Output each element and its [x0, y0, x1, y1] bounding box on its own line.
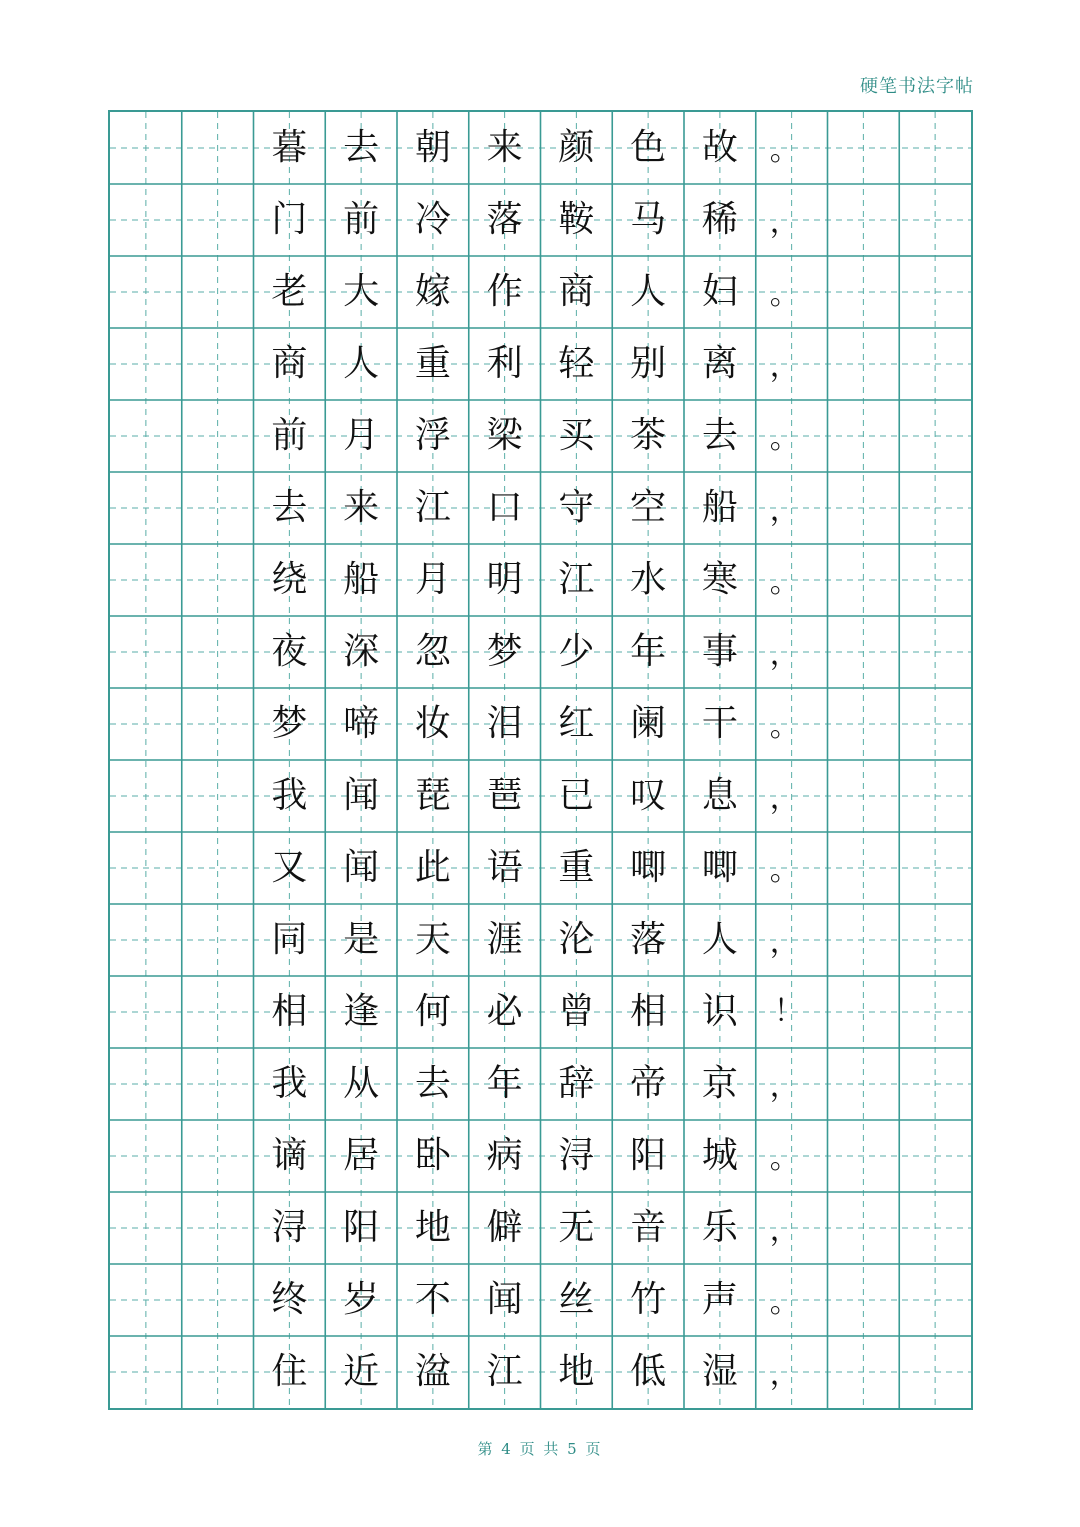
character-cell: 水	[630, 559, 667, 600]
punctuation-cell: ，	[769, 349, 800, 384]
character-cell: 口	[486, 487, 523, 528]
punctuation-cell: 。	[769, 565, 800, 600]
character-cell: 丝	[558, 1279, 595, 1320]
character-cell: 暮	[271, 127, 308, 168]
character-cell: 唧	[701, 847, 738, 888]
character-cell: 阳	[343, 1207, 380, 1248]
character-cell: 老	[271, 271, 308, 312]
character-cell: 去	[414, 1063, 451, 1104]
character-cell: 啼	[343, 703, 380, 744]
text-row	[110, 1120, 971, 1192]
punctuation-cell: ，	[769, 1357, 800, 1392]
punctuation-cell: ，	[769, 925, 800, 960]
character-cell: 低	[630, 1351, 667, 1392]
character-cell: 无	[558, 1207, 595, 1248]
character-cell: 僻	[486, 1207, 523, 1248]
character-cell: 乐	[701, 1207, 738, 1248]
character-cell: 岁	[343, 1279, 380, 1320]
character-cell: 月	[343, 415, 380, 456]
character-cell: 门	[271, 199, 308, 240]
punctuation-cell: 。	[769, 421, 800, 456]
punctuation-cell: ，	[769, 493, 800, 528]
character-cell: 去	[271, 487, 308, 528]
character-cell: 梦	[486, 631, 523, 672]
character-cell: 地	[558, 1351, 595, 1392]
character-cell: 我	[271, 1063, 308, 1104]
character-cell: 人	[343, 343, 380, 384]
character-cell: 谪	[271, 1135, 308, 1176]
character-cell: 又	[271, 847, 308, 888]
character-cell: 商	[558, 271, 595, 312]
character-cell: 深	[343, 631, 380, 672]
text-row	[110, 1192, 971, 1264]
text-row	[110, 976, 971, 1048]
text-row	[110, 616, 971, 688]
page-number: 第 4 页 共 5 页	[477, 1440, 603, 1458]
character-cell: 船	[701, 487, 738, 528]
character-cell: 识	[701, 991, 738, 1032]
character-cell: 干	[701, 703, 738, 744]
character-cell: 湓	[414, 1351, 451, 1392]
character-cell: 江	[486, 1351, 523, 1392]
character-cell: 唧	[630, 847, 667, 888]
character-cell: 落	[486, 199, 523, 240]
character-cell: 妆	[414, 703, 451, 744]
punctuation-cell: ，	[769, 637, 800, 672]
character-cell: 京	[701, 1063, 738, 1104]
character-cell: 湿	[701, 1351, 738, 1392]
character-cell: 红	[558, 703, 595, 744]
character-cell: 息	[701, 775, 738, 816]
character-cell: 冷	[414, 199, 451, 240]
character-cell: 泪	[486, 703, 523, 744]
character-cell: 梦	[271, 703, 308, 744]
character-cell: 何	[414, 991, 451, 1032]
text-row	[110, 112, 971, 184]
character-cell: 鞍	[558, 199, 595, 240]
character-cell: 前	[271, 415, 308, 456]
punctuation-cell: ，	[769, 1213, 800, 1248]
text-row	[110, 1264, 971, 1336]
character-cell: 色	[630, 127, 667, 168]
character-cell: 同	[271, 919, 308, 960]
character-cell: 别	[630, 343, 667, 384]
character-cell: 马	[630, 199, 667, 240]
punctuation-cell: ，	[769, 1069, 800, 1104]
character-rows	[110, 112, 971, 1408]
character-cell: 声	[701, 1279, 738, 1320]
character-cell: 去	[701, 415, 738, 456]
character-cell: 竹	[630, 1279, 667, 1320]
character-cell: 商	[271, 343, 308, 384]
character-cell: 江	[414, 487, 451, 528]
text-row	[110, 544, 971, 616]
character-cell: 城	[701, 1135, 738, 1176]
character-cell: 近	[343, 1351, 380, 1392]
character-cell: 重	[558, 847, 595, 888]
character-cell: 琵	[414, 775, 451, 816]
text-row	[110, 400, 971, 472]
character-cell: 终	[271, 1279, 308, 1320]
character-cell: 作	[486, 271, 523, 312]
character-cell: 梁	[486, 415, 523, 456]
character-cell: 年	[630, 631, 667, 672]
character-cell: 涯	[486, 919, 523, 960]
character-cell: 故	[701, 127, 738, 168]
character-cell: 阑	[630, 703, 667, 744]
character-cell: 居	[343, 1135, 380, 1176]
text-row	[110, 760, 971, 832]
punctuation-cell: ，	[769, 205, 800, 240]
character-cell: 去	[343, 127, 380, 168]
character-cell: 空	[630, 487, 667, 528]
character-cell: 闻	[343, 775, 380, 816]
character-cell: 从	[343, 1063, 380, 1104]
punctuation-cell: 。	[769, 277, 800, 312]
character-cell: 地	[414, 1207, 451, 1248]
text-row	[110, 328, 971, 400]
character-cell: 嫁	[414, 271, 451, 312]
character-cell: 此	[414, 847, 451, 888]
punctuation-cell: ！	[773, 994, 804, 1029]
character-cell: 颜	[558, 127, 595, 168]
character-cell: 闻	[343, 847, 380, 888]
character-cell: 浔	[271, 1207, 308, 1248]
character-cell: 辞	[558, 1063, 595, 1104]
character-cell: 买	[558, 415, 595, 456]
header-title: 硬笔书法字帖	[860, 76, 974, 97]
text-row	[110, 904, 971, 976]
text-row	[110, 256, 971, 328]
text-row	[110, 472, 971, 544]
character-cell: 少	[558, 631, 595, 672]
character-cell: 来	[486, 127, 523, 168]
character-cell: 必	[486, 991, 523, 1032]
text-row	[110, 1336, 971, 1408]
character-cell: 守	[558, 487, 595, 528]
punctuation-cell: 。	[769, 709, 800, 744]
character-cell: 沦	[558, 919, 595, 960]
character-cell: 人	[701, 919, 738, 960]
character-cell: 浔	[558, 1135, 595, 1176]
character-cell: 逢	[343, 991, 380, 1032]
character-cell: 音	[630, 1207, 667, 1248]
character-cell: 江	[558, 559, 595, 600]
punctuation-cell: 。	[769, 1285, 800, 1320]
character-cell: 轻	[558, 343, 595, 384]
character-cell: 朝	[414, 127, 451, 168]
character-cell: 明	[486, 559, 523, 600]
character-cell: 已	[558, 775, 595, 816]
character-cell: 重	[414, 343, 451, 384]
character-cell: 稀	[701, 199, 738, 240]
character-cell: 人	[630, 271, 667, 312]
character-cell: 落	[630, 919, 667, 960]
character-cell: 叹	[630, 775, 667, 816]
character-cell: 年	[486, 1063, 523, 1104]
character-cell: 忽	[414, 631, 451, 672]
character-cell: 住	[271, 1351, 308, 1392]
character-cell: 曾	[558, 991, 595, 1032]
text-row	[110, 688, 971, 760]
character-cell: 浮	[414, 415, 451, 456]
character-cell: 船	[343, 559, 380, 600]
punctuation-cell: 。	[769, 133, 800, 168]
character-cell: 是	[343, 919, 380, 960]
character-cell: 天	[414, 919, 451, 960]
punctuation-cell: 。	[769, 1141, 800, 1176]
character-cell: 夜	[271, 631, 308, 672]
text-row	[110, 184, 971, 256]
punctuation-cell: 。	[769, 853, 800, 888]
character-cell: 我	[271, 775, 308, 816]
character-cell: 离	[701, 343, 738, 384]
character-cell: 大	[343, 271, 380, 312]
character-cell: 阳	[630, 1135, 667, 1176]
character-cell: 相	[630, 991, 667, 1032]
character-cell: 语	[486, 847, 523, 888]
character-cell: 相	[271, 991, 308, 1032]
character-cell: 绕	[271, 559, 308, 600]
character-cell: 前	[343, 199, 380, 240]
character-cell: 利	[486, 343, 523, 384]
character-cell: 月	[414, 559, 451, 600]
character-cell: 妇	[701, 271, 738, 312]
character-cell: 事	[701, 631, 738, 672]
character-cell: 卧	[414, 1135, 451, 1176]
character-cell: 茶	[630, 415, 667, 456]
character-cell: 帝	[630, 1063, 667, 1104]
character-cell: 来	[343, 487, 380, 528]
character-cell: 不	[414, 1279, 451, 1320]
practice-sheet	[108, 110, 973, 1410]
character-cell: 闻	[486, 1279, 523, 1320]
character-cell: 病	[486, 1135, 523, 1176]
text-row	[110, 832, 971, 904]
punctuation-cell: ，	[769, 781, 800, 816]
text-row	[110, 1048, 971, 1120]
character-cell: 琶	[486, 775, 523, 816]
character-cell: 寒	[701, 559, 738, 600]
